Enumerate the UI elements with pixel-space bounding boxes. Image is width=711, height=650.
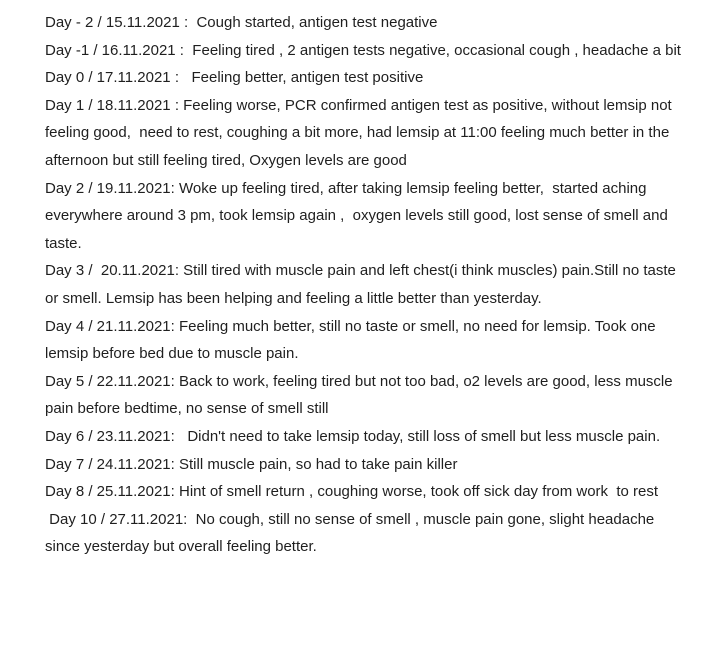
- log-entry-day-1: Day 1 / 18.11.2021 : Feeling worse, PCR confirmed antigen test as positive, without lemsip not feeling good, need to rest, coughing a bit more, had lemsip at 11:00 feeling much better in the afternoon but still feeling tired, Oxygen levels are good: [45, 96, 676, 169]
- log-entry-day-10: Day 10 / 27.11.2021: No cough, still no sense of smell , muscle pain gone, slight headache since yesterday but overall feeling better.: [45, 510, 659, 556]
- log-entry-day-0: Day 0 / 17.11.2021 : Feeling better, antigen test positive: [45, 69, 424, 87]
- log-entry-day-minus-2: Day - 2 / 15.11.2021 : Cough started, antigen test negative: [45, 14, 438, 31]
- log-entry-day-6: Day 6 / 23.11.2021: Didn't need to take lemsip today, still loss of smell but less muscle pain.: [45, 427, 661, 445]
- log-entry-day-3: Day 3 / 20.11.2021: Still tired with muscle pain and left chest(i think muscles) pain.Still no taste or smell. Lemsip has been helping and feeling a little better than yesterday.: [45, 262, 681, 307]
- symptom-log: [45, 9, 685, 561]
- log-entry-day-2: Day 2 / 19.11.2021: Woke up feeling tired, after taking lemsip feeling better, started aching everywhere around 3 pm, took lemsip again , oxygen levels still good, lost sense of smell and taste.: [45, 179, 673, 252]
- log-entry-day-7: Day 7 / 24.11.2021: Still muscle pain, so had to take pain killer: [45, 455, 458, 473]
- log-entry-day-8: Day 8 / 25.11.2021: Hint of smell return , coughing worse, took off sick day from work to rest: [45, 483, 659, 501]
- log-entry-day-4: Day 4 / 21.11.2021: Feeling much better, still no taste or smell, no need for lemsip. Took one lemsip before bed due to muscle pain.: [45, 317, 660, 363]
- log-entry-day-5: Day 5 / 22.11.2021: Back to work, feeling tired but not too bad, o2 levels are good, less muscle pain before bedtime, no sense of smell still: [45, 372, 677, 418]
- log-entry-day-minus-1: Day -1 / 16.11.2021 : Feeling tired , 2 antigen tests negative, occasional cough , headache a bit: [45, 41, 681, 59]
